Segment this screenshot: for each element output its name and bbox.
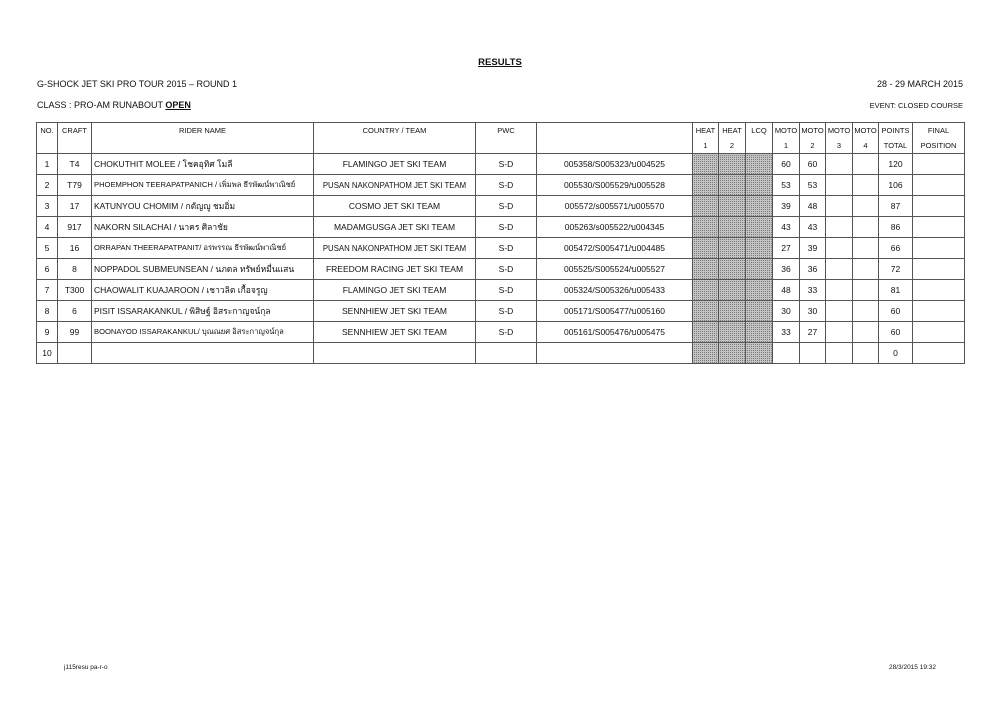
header-pwc: PWC — [476, 123, 537, 154]
cell-heat-1 — [693, 301, 719, 322]
cell-no: 8 — [37, 301, 58, 322]
cell-rider-name: CHOKUTHIT MOLEE / โชคอุทิศ โมลี — [92, 154, 314, 175]
cell-serial: 005525/S005524/บ005527 — [537, 259, 693, 280]
cell-team: FREEDOM RACING JET SKI TEAM — [314, 259, 476, 280]
cell-serial: 005324/S005326/บ005433 — [537, 280, 693, 301]
cell-no: 3 — [37, 196, 58, 217]
cell-moto-2 — [800, 343, 826, 364]
cell-no: 1 — [37, 154, 58, 175]
cell-moto-3 — [826, 238, 853, 259]
cell-points-total: 0 — [879, 343, 913, 364]
cell-moto-3 — [826, 259, 853, 280]
header-heat-2: HEAT — [719, 123, 746, 139]
cell-craft: 16 — [58, 238, 92, 259]
cell-final-position — [913, 322, 965, 343]
cell-moto-1: 27 — [773, 238, 800, 259]
cell-heat-2 — [719, 322, 746, 343]
table-row — [37, 175, 965, 196]
cell-heat-2 — [719, 280, 746, 301]
cell-team: COSMO JET SKI TEAM — [314, 196, 476, 217]
cell-no: 2 — [37, 175, 58, 196]
cell-moto-2: 33 — [800, 280, 826, 301]
header-heat-2-number: 2 — [719, 138, 746, 154]
event-date: 28 - 29 MARCH 2015 — [876, 79, 963, 89]
cell-pwc: S-D — [476, 175, 537, 196]
table-row — [37, 259, 965, 280]
cell-final-position — [913, 280, 965, 301]
event-title: G-SHOCK JET SKI PRO TOUR 2015 – ROUND 1 — [37, 79, 238, 89]
cell-team: FLAMINGO JET SKI TEAM — [314, 280, 476, 301]
cell-rider-name: CHAOWALIT KUAJAROON / เชาวลิต เกื้อจรูญ — [92, 280, 314, 301]
header-rider-name: RIDER NAME — [92, 123, 314, 154]
cell-heat-2 — [719, 343, 746, 364]
cell-moto-3 — [826, 322, 853, 343]
cell-points-total: 120 — [879, 154, 913, 175]
cell-rider-name: NAKORN SILACHAI / นาคร ศิลาชัย — [92, 217, 314, 238]
cell-moto-1: 48 — [773, 280, 800, 301]
cell-craft: T4 — [58, 154, 92, 175]
cell-moto-4 — [853, 322, 879, 343]
cell-final-position — [913, 154, 965, 175]
cell-no: 5 — [37, 238, 58, 259]
cell-rider-name: NOPPADOL SUBMEUNSEAN / นภดล ทรัพย์หมื่นแสน — [92, 259, 314, 280]
cell-lcq — [746, 259, 773, 280]
cell-moto-2: 53 — [800, 175, 826, 196]
table-row — [37, 280, 965, 301]
cell-heat-1 — [693, 154, 719, 175]
cell-moto-1: 53 — [773, 175, 800, 196]
cell-team — [314, 343, 476, 364]
cell-lcq — [746, 301, 773, 322]
cell-moto-3 — [826, 217, 853, 238]
cell-moto-4 — [853, 301, 879, 322]
cell-heat-1 — [693, 280, 719, 301]
cell-team: PUSAN NAKONPATHOM JET SKI TEAM — [314, 238, 476, 259]
class-open-label: OPEN — [165, 100, 191, 110]
cell-pwc: S-D — [476, 154, 537, 175]
cell-heat-2 — [719, 175, 746, 196]
cell-moto-4 — [853, 196, 879, 217]
cell-rider-name: KATUNYOU CHOMIM / กตัญญู ชมอิ่ม — [92, 196, 314, 217]
cell-moto-2: 60 — [800, 154, 826, 175]
header-country-team: COUNTRY / TEAM — [314, 123, 476, 154]
cell-lcq — [746, 343, 773, 364]
cell-lcq — [746, 280, 773, 301]
cell-lcq — [746, 238, 773, 259]
results-table — [36, 122, 965, 364]
cell-rider-name: ORRAPAN THEERAPATPANIT/ อรพรรณ ธีรพัฒน์พาณิชย์ — [92, 238, 314, 259]
cell-team: MADAMGUSGA JET SKI TEAM — [314, 217, 476, 238]
header-moto-1-number: 1 — [773, 138, 800, 154]
header-heat-1-number: 1 — [693, 138, 719, 154]
class-label: CLASS : PRO-AM RUNABOUT — [37, 100, 166, 110]
cell-final-position — [913, 196, 965, 217]
cell-moto-2: 36 — [800, 259, 826, 280]
cell-rider-name: BOONAYOD ISSARAKANKUL/ บุณณยศ อิสระกาญจน์กุล — [92, 322, 314, 343]
cell-serial: 005171/S005477/บ005160 — [537, 301, 693, 322]
cell-heat-2 — [719, 217, 746, 238]
cell-moto-4 — [853, 259, 879, 280]
cell-rider-name — [92, 343, 314, 364]
cell-final-position — [913, 238, 965, 259]
cell-team: SENNHIEW JET SKI TEAM — [314, 301, 476, 322]
table-row — [37, 301, 965, 322]
cell-serial: 005161/S005476/บ005475 — [537, 322, 693, 343]
cell-moto-3 — [826, 343, 853, 364]
header-no: NO. — [37, 123, 58, 154]
table-header-row — [37, 123, 965, 139]
cell-moto-2: 27 — [800, 322, 826, 343]
cell-moto-4 — [853, 238, 879, 259]
results-title: RESULTS — [478, 57, 522, 68]
cell-pwc: S-D — [476, 280, 537, 301]
cell-pwc: S-D — [476, 322, 537, 343]
cell-rider-name: PISIT ISSARAKANKUL / พิสิษฐ์ อิสระกาญจน์กุล — [92, 301, 314, 322]
cell-moto-1: 43 — [773, 217, 800, 238]
header-serial — [537, 123, 693, 154]
cell-moto-1: 36 — [773, 259, 800, 280]
table-row — [37, 196, 965, 217]
cell-heat-1 — [693, 259, 719, 280]
cell-heat-2 — [719, 238, 746, 259]
cell-craft: 917 — [58, 217, 92, 238]
cell-heat-1 — [693, 175, 719, 196]
cell-lcq — [746, 196, 773, 217]
header-craft: CRAFT — [58, 123, 92, 154]
cell-moto-2: 39 — [800, 238, 826, 259]
cell-heat-2 — [719, 259, 746, 280]
cell-moto-4 — [853, 217, 879, 238]
header-moto-3-number: 3 — [826, 138, 853, 154]
cell-serial: 005572/s005571/บ005570 — [537, 196, 693, 217]
cell-points-total: 72 — [879, 259, 913, 280]
cell-craft: T79 — [58, 175, 92, 196]
cell-moto-3 — [826, 280, 853, 301]
cell-moto-3 — [826, 301, 853, 322]
cell-serial: 005358/S005323/บ004525 — [537, 154, 693, 175]
cell-moto-2: 48 — [800, 196, 826, 217]
cell-final-position — [913, 175, 965, 196]
cell-craft: 99 — [58, 322, 92, 343]
cell-no: 7 — [37, 280, 58, 301]
cell-lcq — [746, 175, 773, 196]
cell-moto-4 — [853, 154, 879, 175]
table-row — [37, 322, 965, 343]
cell-moto-1: 33 — [773, 322, 800, 343]
cell-points-total: 66 — [879, 238, 913, 259]
cell-craft — [58, 343, 92, 364]
cell-points-total: 81 — [879, 280, 913, 301]
cell-craft: 17 — [58, 196, 92, 217]
cell-lcq — [746, 154, 773, 175]
cell-serial: 005472/S005471/บ004485 — [537, 238, 693, 259]
header-heat-1: HEAT — [693, 123, 719, 139]
cell-heat-1 — [693, 217, 719, 238]
cell-team: FLAMINGO JET SKI TEAM — [314, 154, 476, 175]
cell-heat-2 — [719, 154, 746, 175]
cell-moto-1: 60 — [773, 154, 800, 175]
cell-craft: T300 — [58, 280, 92, 301]
footer-file-code: j115resu pa-r-o — [64, 664, 108, 671]
header-moto-2-number: 2 — [800, 138, 826, 154]
cell-moto-1: 39 — [773, 196, 800, 217]
cell-final-position — [913, 301, 965, 322]
header-lcq-sub — [746, 138, 773, 154]
cell-moto-1 — [773, 343, 800, 364]
cell-pwc: S-D — [476, 196, 537, 217]
cell-points-total: 60 — [879, 301, 913, 322]
cell-no: 9 — [37, 322, 58, 343]
cell-final-position — [913, 343, 965, 364]
cell-moto-3 — [826, 196, 853, 217]
header-moto-2: MOTO — [800, 123, 826, 139]
cell-moto-3 — [826, 175, 853, 196]
cell-craft: 8 — [58, 259, 92, 280]
cell-rider-name: PHOEMPHON TEERAPATPANICH / เพิ่มพล ธีรพัฒน์พาณิชย์ — [92, 175, 314, 196]
cell-moto-4 — [853, 175, 879, 196]
header-lcq: LCQ — [746, 123, 773, 139]
cell-serial: 005530/S005529/บ005528 — [537, 175, 693, 196]
cell-moto-4 — [853, 280, 879, 301]
header-points-total: TOTAL — [879, 138, 913, 154]
cell-moto-2: 30 — [800, 301, 826, 322]
cell-points-total: 60 — [879, 322, 913, 343]
cell-team: PUSAN NAKONPATHOM JET SKI TEAM — [314, 175, 476, 196]
header-final: FINAL — [913, 123, 965, 139]
cell-points-total: 86 — [879, 217, 913, 238]
header-moto-3: MOTO — [826, 123, 853, 139]
cell-no: 4 — [37, 217, 58, 238]
table-row — [37, 343, 965, 364]
cell-lcq — [746, 217, 773, 238]
cell-heat-2 — [719, 196, 746, 217]
cell-pwc: S-D — [476, 238, 537, 259]
header-moto-4: MOTO — [853, 123, 879, 139]
cell-no: 10 — [37, 343, 58, 364]
cell-serial — [537, 343, 693, 364]
table-row — [37, 154, 965, 175]
cell-heat-1 — [693, 343, 719, 364]
cell-heat-2 — [719, 301, 746, 322]
cell-moto-4 — [853, 343, 879, 364]
cell-team: SENNHIEW JET SKI TEAM — [314, 322, 476, 343]
cell-heat-1 — [693, 238, 719, 259]
cell-craft: 6 — [58, 301, 92, 322]
table-row — [37, 217, 965, 238]
cell-pwc: S-D — [476, 217, 537, 238]
cell-no: 6 — [37, 259, 58, 280]
cell-final-position — [913, 259, 965, 280]
header-moto-1: MOTO — [773, 123, 800, 139]
cell-final-position — [913, 217, 965, 238]
cell-lcq — [746, 322, 773, 343]
cell-moto-1: 30 — [773, 301, 800, 322]
header-moto-4-number: 4 — [853, 138, 879, 154]
cell-heat-1 — [693, 196, 719, 217]
cell-pwc — [476, 343, 537, 364]
event-type: EVENT: CLOSED COURSE — [869, 101, 963, 110]
cell-points-total: 87 — [879, 196, 913, 217]
cell-pwc: S-D — [476, 301, 537, 322]
cell-moto-2: 43 — [800, 217, 826, 238]
cell-points-total: 106 — [879, 175, 913, 196]
cell-pwc: S-D — [476, 259, 537, 280]
cell-moto-3 — [826, 154, 853, 175]
header-final-position: POSITION — [913, 138, 965, 154]
cell-heat-1 — [693, 322, 719, 343]
class-line — [37, 100, 191, 110]
table-row — [37, 238, 965, 259]
footer-timestamp: 28/3/2015 19:32 — [889, 664, 936, 671]
cell-serial: 005263/s005522/บ004345 — [537, 217, 693, 238]
header-points: POINTS — [879, 123, 913, 139]
